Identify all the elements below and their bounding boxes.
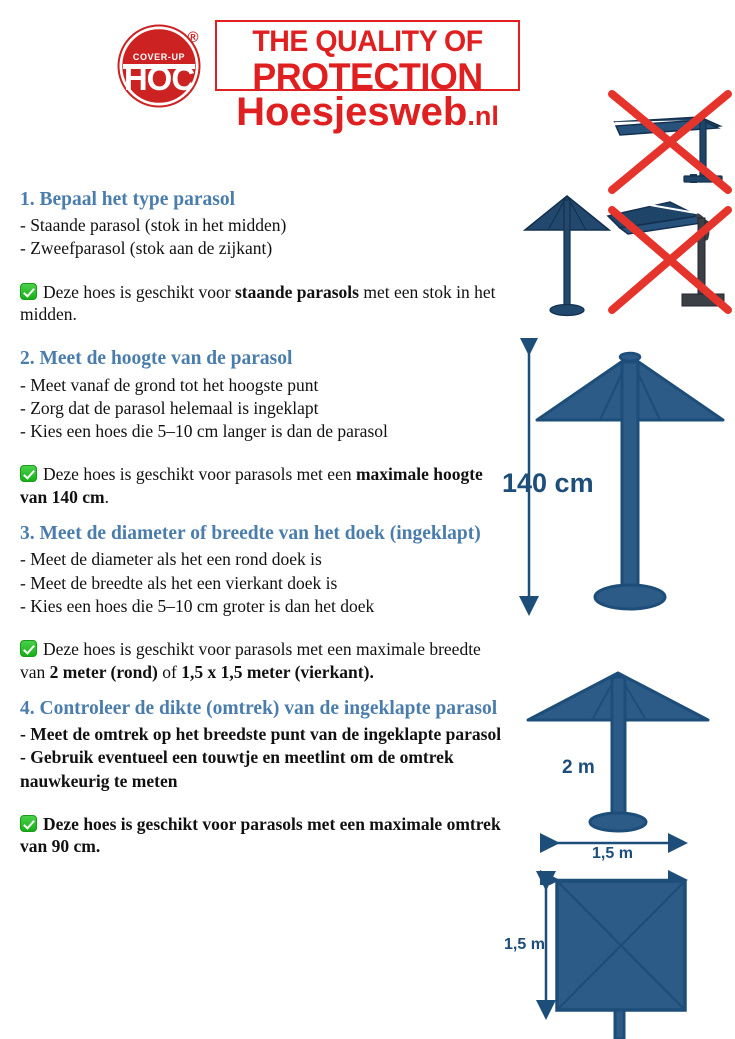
brand-tld: .nl — [467, 101, 499, 131]
section-3-note — [20, 638, 507, 683]
section-3-bullet-2: - Meet de breedte als het een vierkant doek is — [20, 572, 338, 593]
section-2-note-bold: maximale hoogte van 140 cm — [20, 464, 483, 507]
section-1-note-pre: Deze hoes is geschikt voor — [43, 281, 235, 302]
quality-slogan-box — [215, 20, 520, 97]
section-3-note-pre: Deze hoes is geschikt voor parasols met een maximale breedte van — [20, 639, 481, 682]
brand-name: Hoesjesweb — [236, 90, 468, 134]
check-icon — [20, 283, 37, 300]
square-canopy-figure — [557, 881, 685, 1039]
brand-wordmark — [215, 92, 520, 132]
standing-parasol — [525, 196, 609, 316]
section-2-note — [20, 463, 507, 508]
section-2 — [20, 347, 507, 508]
section-4-bullet-2: - Gebruik eventueel een touwtje en meetlint om de omtrek nauwkeurig te meten — [20, 747, 454, 791]
section-4-note — [20, 813, 507, 858]
section-3-note-bold-2: 1,5 x 1,5 meter (vierkant). — [181, 661, 374, 682]
instructions-column — [20, 188, 507, 858]
section-1-note-post: met een stok in het midden. — [20, 281, 496, 325]
check-icon — [20, 640, 37, 657]
svg-text:COVER-UP: COVER-UP — [132, 52, 186, 62]
section-4-note-pre: Deze hoes is geschikt voor parasols met een maximale omtrek van — [20, 813, 501, 857]
section-3-bullet-1: - Meet de diameter als het een rond doek is — [20, 549, 322, 570]
check-icon — [20, 465, 37, 482]
section-1 — [20, 188, 507, 325]
slogan-line-1: THE QUALITY OF — [252, 25, 483, 58]
hoc-logo-icon — [117, 20, 205, 108]
section-2-note-post: . — [104, 486, 109, 507]
section-4-note-bold: 90 cm — [51, 836, 96, 857]
illustration-parasol-types — [520, 82, 735, 327]
section-2-bullet-2: - Zorg dat de parasol helemaal is ingeklapt — [20, 397, 319, 418]
slogan-line-2: PROTECTION — [252, 56, 483, 97]
svg-text:®: ® — [187, 29, 199, 46]
parasol-width-figure — [528, 673, 708, 831]
width-dimension-label-2m: 2 m — [562, 757, 595, 778]
section-1-bullet-2: - Zweefparasol (stok aan de zijkant) — [20, 238, 273, 259]
square-height-dimension-label: 1,5 m — [504, 936, 545, 953]
svg-text:HOC: HOC — [123, 60, 195, 97]
section-3-note-mid: of — [157, 661, 182, 682]
section-4-note-post: . — [95, 836, 101, 857]
section-3-note-bold: 2 meter (rond) — [49, 661, 158, 682]
section-1-note-bold: staande parasols — [234, 281, 359, 302]
height-dimension-label: 140 cm — [502, 468, 594, 498]
width-dimension-label-15m: 1,5 m — [592, 845, 633, 862]
section-1-bullet-1: - Staande parasol (stok in het midden) — [20, 215, 287, 236]
section-3-title: 3. Meet de diameter of breedte van het doek (ingeklapt) — [20, 523, 481, 545]
section-4-bullet-1: - Meet de omtrek op het breedste punt van de ingeklapte parasol — [20, 724, 502, 745]
section-3 — [20, 522, 507, 683]
section-4 — [20, 697, 507, 858]
check-icon — [20, 815, 37, 832]
red-cross-top — [612, 94, 728, 190]
section-2-bullet-1: - Meet vanaf de grond tot het hoogste punt — [20, 374, 319, 395]
section-2-title: 2. Meet de hoogte van de parasol — [20, 348, 293, 370]
section-1-note — [20, 281, 507, 326]
section-3-bullet-3: - Kies een hoes die 5–10 cm groter is dan het doek — [20, 595, 375, 616]
section-4-title: 4. Controleer de dikte (omtrek) van de ingeklapte parasol — [20, 697, 498, 719]
section-1-title: 1. Bepaal het type parasol — [20, 189, 236, 210]
section-2-bullet-3: - Kies een hoes die 5–10 cm langer is dan de parasol — [20, 421, 388, 442]
section-2-note-pre: Deze hoes is geschikt voor parasols met een — [43, 464, 356, 485]
